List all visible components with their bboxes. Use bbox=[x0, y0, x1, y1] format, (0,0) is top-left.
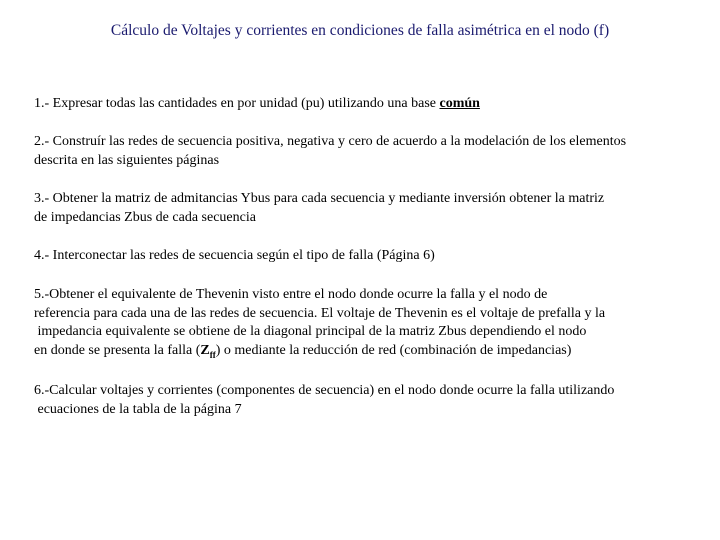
step-5-line-2: referencia para cada una de las redes de secuencia. El voltaje de Thevenin es el voltaje de prefalla y la bbox=[34, 305, 606, 321]
step-6-line-1: 6.-Calcular voltajes y corrientes (componentes de secuencia) en el nodo donde ocurre la falla utilizando bbox=[34, 383, 615, 398]
step-4-line-1: 4.- Interconectar las redes de secuencia según el tipo de falla (Página 6) bbox=[34, 248, 435, 263]
step-6-line-2: ecuaciones de la tabla de la página 7 bbox=[34, 401, 242, 417]
step-2-line-2: descrita en las siguientes páginas bbox=[34, 152, 220, 168]
zff-symbol: Z bbox=[200, 342, 210, 358]
step-5-line-4-before: en donde se presenta la falla ( bbox=[34, 342, 201, 358]
step-4 bbox=[34, 247, 714, 266]
step-5-line-1: 5.-Obtener el equivalente de Thevenin visto entre el nodo donde ocurre la falla y el nodo de bbox=[34, 287, 548, 302]
step-2 bbox=[34, 133, 714, 170]
step-3-line-1: 3.- Obtener la matriz de admitancias Ybus para cada secuencia y mediante inversión obtener la matriz bbox=[34, 191, 605, 206]
zff-subscript: ff bbox=[209, 349, 216, 360]
step-5-line-4-after: ) o mediante la reducción de red (combinación de impedancias) bbox=[215, 342, 572, 358]
step-5-line-3: impedancia equivalente se obtiene de la diagonal principal de la matriz Zbus dependiendo el nodo bbox=[34, 324, 587, 340]
step-3 bbox=[34, 190, 714, 227]
step-2-line-1: 2.- Construír las redes de secuencia positiva, negativa y cero de acuerdo a la modelación de los elementos bbox=[34, 134, 627, 149]
step-5 bbox=[34, 286, 714, 364]
step-1 bbox=[34, 95, 714, 114]
step-1-text: 1.- Expresar todas las cantidades en por unidad (pu) utilizando una base bbox=[34, 96, 440, 111]
step-3-line-2: de impedancias Zbus de cada secuencia bbox=[34, 209, 256, 225]
page-title: Cálculo de Voltajes y corrientes en condiciones de falla asimétrica en el nodo (f) bbox=[110, 22, 610, 39]
step-1-emphasis: común bbox=[439, 96, 480, 111]
step-1-line-1 bbox=[34, 95, 714, 114]
step-5-line-4 bbox=[34, 342, 714, 364]
step-6 bbox=[34, 382, 714, 419]
